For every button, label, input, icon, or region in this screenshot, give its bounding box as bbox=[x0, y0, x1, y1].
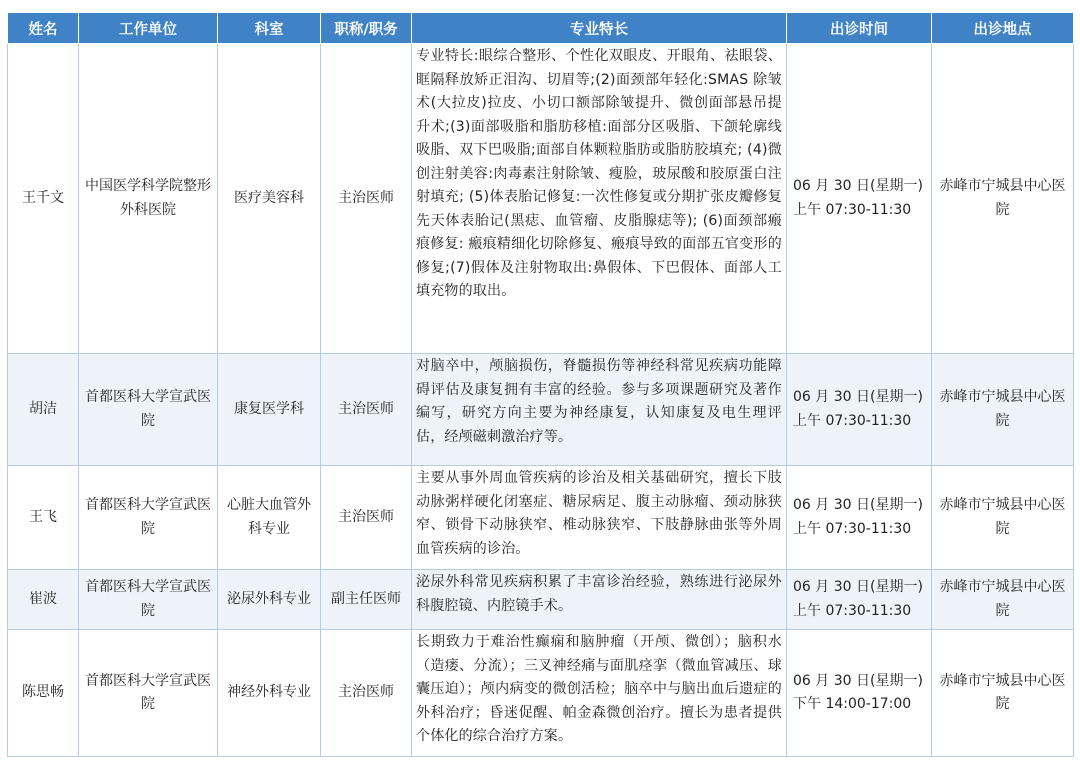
cell-place: 赤峰市宁城县中心医院 bbox=[932, 570, 1074, 630]
cell-place: 赤峰市宁城县中心医院 bbox=[932, 466, 1074, 570]
cell-title: 主治医师 bbox=[321, 630, 412, 757]
header-time: 出诊时间 bbox=[787, 13, 932, 44]
cell-dept: 心脏大血管外科专业 bbox=[218, 466, 321, 570]
cell-time: 06 月 30 日(星期一)下午 14:00-17:00 bbox=[787, 630, 932, 757]
cell-title: 主治医师 bbox=[321, 354, 412, 466]
cell-name: 陈思畅 bbox=[8, 630, 79, 757]
cell-name: 王飞 bbox=[8, 466, 79, 570]
cell-specialty: 对脑卒中，颅脑损伤，脊髓损伤等神经科常见疾病功能障碍评估及康复拥有丰富的经验。参与多项课题研究及著作编写，研究方向主要为神经康复，认知康复及电生理评估，经颅磁刺激治疗等。 bbox=[412, 354, 787, 466]
cell-title: 副主任医师 bbox=[321, 570, 412, 630]
cell-time: 06 月 30 日(星期一)上午 07:30-11:30 bbox=[787, 570, 932, 630]
header-specialty: 专业特长 bbox=[412, 13, 787, 44]
header-row bbox=[8, 13, 1074, 44]
cell-specialty: 长期致力于难治性癫痫和脑肿瘤（开颅、微创）；脑积水（造瘘、分流）；三叉神经痛与面肌痉挛（微血管减压、球囊压迫）；颅内病变的微创活检；脑卒中与脑出血后遗症的外科治疗；昏迷促醒、帕金森微创治疗。擅长为患者提供个体化的综合治疗方案。 bbox=[412, 630, 787, 757]
header-title: 职称/职务 bbox=[321, 13, 412, 44]
cell-name: 崔波 bbox=[8, 570, 79, 630]
cell-org: 首都医科大学宣武医院 bbox=[79, 630, 218, 757]
cell-title: 主治医师 bbox=[321, 466, 412, 570]
cell-org: 首都医科大学宣武医院 bbox=[79, 466, 218, 570]
doctor-schedule-table bbox=[7, 12, 1074, 757]
table-row bbox=[8, 466, 1074, 570]
cell-time: 06 月 30 日(星期一)上午 07:30-11:30 bbox=[787, 354, 932, 466]
cell-dept: 神经外科专业 bbox=[218, 630, 321, 757]
table-row bbox=[8, 630, 1074, 757]
table-row bbox=[8, 354, 1074, 466]
header-name: 姓名 bbox=[8, 13, 79, 44]
cell-org: 首都医科大学宣武医院 bbox=[79, 354, 218, 466]
table-row bbox=[8, 44, 1074, 354]
cell-place: 赤峰市宁城县中心医院 bbox=[932, 44, 1074, 354]
cell-org: 中国医学科学院整形外科医院 bbox=[79, 44, 218, 354]
cell-place: 赤峰市宁城县中心医院 bbox=[932, 354, 1074, 466]
header-place: 出诊地点 bbox=[932, 13, 1074, 44]
header-dept: 科室 bbox=[218, 13, 321, 44]
cell-dept: 医疗美容科 bbox=[218, 44, 321, 354]
cell-place: 赤峰市宁城县中心医院 bbox=[932, 630, 1074, 757]
cell-time: 06 月 30 日(星期一)上午 07:30-11:30 bbox=[787, 466, 932, 570]
cell-org: 首都医科大学宣武医院 bbox=[79, 570, 218, 630]
cell-specialty: 专业特长:眼综合整形、个性化双眼皮、开眼角、祛眼袋、眶隔释放矫正泪沟、切眉等;(2)面颈部年轻化:SMAS 除皱术(大拉皮)拉皮、小切口额部除皱提升、微创面部悬吊提升术;(3)面部吸脂和脂肪移植:面部分区吸脂、下颌轮廓线吸脂、双下巴吸脂;面部自体颗粒脂肪或脂肪胶填充; (4)微创注射美容:肉毒素注射除皱、瘦脸，玻尿酸和胶原蛋白注射填充; (5)体表胎记修复:一次性修复或分期扩张皮瓣修复先天体表胎记(黑痣、血管瘤、皮脂腺痣等); (6)面颈部瘢痕修复: 瘢痕精细化切除修复、瘢痕导致的面部五官变形的修复;(7)假体及注射物取出:鼻假体、下巴假体、面部人工填充物的取出。 bbox=[412, 44, 787, 354]
cell-dept: 康复医学科 bbox=[218, 354, 321, 466]
cell-time: 06 月 30 日(星期一)上午 07:30-11:30 bbox=[787, 44, 932, 354]
cell-name: 胡洁 bbox=[8, 354, 79, 466]
cell-name: 王千文 bbox=[8, 44, 79, 354]
schedule-page bbox=[7, 12, 1073, 757]
cell-title: 主治医师 bbox=[321, 44, 412, 354]
cell-specialty: 泌尿外科常见疾病积累了丰富诊治经验，熟练进行泌尿外科腹腔镜、内腔镜手术。 bbox=[412, 570, 787, 630]
cell-specialty: 主要从事外周血管疾病的诊治及相关基础研究，擅长下肢动脉粥样硬化闭塞症、糖尿病足、腹主动脉瘤、颈动脉狭窄、锁骨下动脉狭窄、椎动脉狭窄、下肢静脉曲张等外周血管疾病的诊治。 bbox=[412, 466, 787, 570]
cell-dept: 泌尿外科专业 bbox=[218, 570, 321, 630]
table-row bbox=[8, 570, 1074, 630]
header-org: 工作单位 bbox=[79, 13, 218, 44]
